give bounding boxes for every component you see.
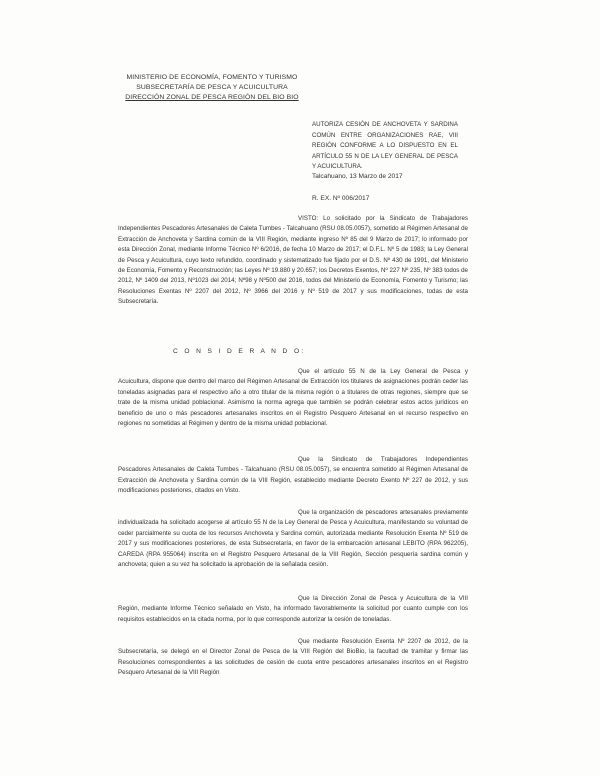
visto-section: [118, 214, 468, 308]
considerando-heading: C O N S I D E R A N D O:: [173, 348, 306, 355]
paragraph-text: Que la Dirección Zonal de Pesca y Acuicultura de la VIII Región, mediante Informe Técnico señalado en Visto, ha informado favorablemente la solicitud por cuanto cumple con los requisitos establecidos en la citada norma, por lo que corresponde autorizar la cesión de toneladas.: [118, 595, 468, 623]
considerando-paragraph-4: [118, 594, 468, 625]
considerando-paragraph-1: [118, 367, 468, 429]
zonal-direction-name: DIRECCIÓN ZONAL DE PESCA REGIÓN DEL BIO BIO: [125, 94, 299, 101]
subsecretariat-name: SUBSECRETARÍA DE PESCA Y ACUICULTURA: [136, 84, 288, 91]
considerando-paragraph-3: [118, 508, 468, 570]
paragraph-text: Que mediante Resolución Exenta Nº 2207 de 2012, de la Subsecretaría, se delegó en el Director Zonal de Pesca de la VIII Región del BioBio, la facultad de tramitar y firmar las Resoluciones correspondientes a las solicitudes de cesión de cuota entre pescadores artesanales inscritos en el Registro Pesquero Artesanal de la VIII Región: [118, 638, 468, 677]
considerando-paragraph-5: [118, 637, 468, 679]
visto-paragraph: VISTO: Lo solicitado por la Sindicato de Trabajadores Independientes Pescadores Artesanales de Caleta Tumbes - Talcahuano (RSU 08.05.0057), sometido al Régimen Artesanal de Extracción de Anchoveta y Sardina común de la VIII Región, mediante ingreso Nº 85 del 9 Marzo de 2017; lo informado por esta Dirección Zonal, mediante Informe Técnico Nº 6/2016, de fecha 10 Marzo de 2017; el D.F.L. Nº 5 de 1983; la Ley General de Pesca y Acuicultura, cuyo texto refundido, coordinado y sistematizado fue fijado por el D.S. Nº 430 de 1991, del Ministerio de Economía, Fomento y Reconstrucción; las Leyes Nº 19.880 y 20.657; los Decretos Exentos, Nº 227 Nº 235, Nº 383 todos de 2012, Nº 1409 del 2013, Nº1023 del 2014; Nº98 y Nº500 del 2016, todos del Ministerio de Economía, Fomento y Turismo; las Resoluciones Exentas Nº 2207 del 2012, Nº 3966 del 2016 y Nº 519 de 2017 y sus modificaciones, todas de esta Subsecretaría.: [118, 215, 468, 306]
ministry-header: [112, 73, 312, 103]
considerando-paragraph-2: [118, 455, 468, 497]
document-date: Talcahuano, 13 Marzo de 2017: [312, 173, 403, 180]
resolution-reference: R. EX. Nº 006/2017: [312, 195, 370, 202]
paragraph-text: Que el artículo 55 N de la Ley General de Pesca y Acuicultura, dispone que dentro del marco del Régimen Artesanal de Extracción los titulares de asignaciones podrán ceder las toneladas asignadas para el respectivo año a otro titular de la misma región o a titulares de otras regiones, siempre que se trate de la misma unidad poblacional. Asimismo la norma agrega que también se podrán celebrar estos actos jurídicos en beneficio de uno o más pescadores artesanales inscritos en el Registro Pesquero Artesanal en el recurso respectivo en regiones no sometidas al Régimen y dentro de la misma unidad poblacional.: [118, 368, 468, 428]
paragraph-text: Que la organización de pescadores artesanales previamente individualizada ha solicitado acogerse al artículo 55 N de la Ley General de Pesca y Acuicultura, manifestando su voluntad de ceder parcialmente su cuota de los recursos Anchoveta y Sardina común, autorizada mediante Resolución Exenta Nº 519 de 2017 y sus modificaciones posteriores, de esta Subsecretaría, en favor de la embarcación artesanal LEBITO (RPA 962205), CAREDA (RPA 955064) inscrita en el Registro Pesquero Artesanal de la VIII Región, Sección pesquería sardina común y anchoveta; quien a su vez ha solicitado la aprobación de la señalada cesión.: [118, 509, 468, 569]
resolution-subject: AUTORIZA CESIÓN DE ANCHOVETA Y SARDINA COMÚN ENTRE ORGANIZACIONES RAE, VIII REGIÓN CONFORME A LO DISPUESTO EN EL ARTÍCULO 55 N DE LA LEY GENERAL DE PESCA Y ACUICULTURA.: [312, 121, 458, 171]
ministry-name: MINISTERIO DE ECONOMÍA, FOMENTO Y TURISMO: [126, 74, 298, 81]
paragraph-text: Que la Sindicato de Trabajadores Independientes Pescadores Artesanales de Caleta Tumbes - Talcahuano (RSU 08.05.0057), se encuentra sometido al Régimen Artesanal de Extracción de Anchoveta y Sardina común de la VIII Región, establecido mediante Decreto Exento Nº 227 de 2012, y sus modificaciones posteriores, citados en Visto.: [118, 456, 468, 495]
